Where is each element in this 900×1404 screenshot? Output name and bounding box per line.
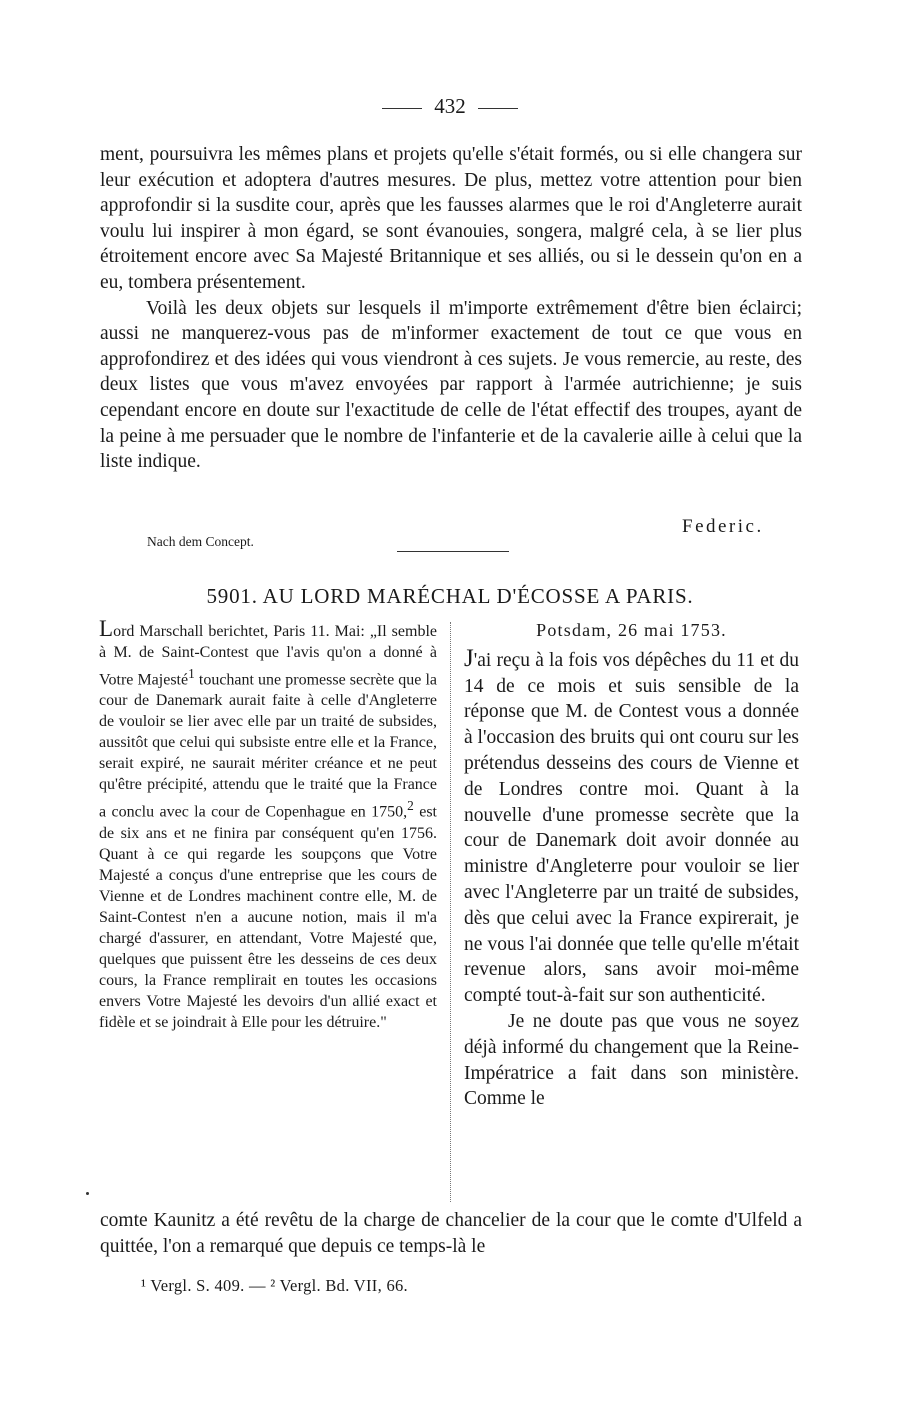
summary-column xyxy=(99,618,437,1033)
letter-text: 'ai reçu à la fois vos dépêches du 11 et du 14 de ce mois et suis sensible de la réponse que M. de Contest vous a donnée à l'occasion des bruits qui ont couru sur les prétendus desseins des cours de Vienne et de Londres contre moi. Quant à la nouvelle d'une promesse secrète que la cour de Danemark doit avoir donnée au ministre d'Angleterre pour vouloir se lier avec l'Angleterre par un traité de subsides, dès que celui avec la France expirerait, je ne vous l'ai donnée que telle qu'elle m'était revenue alors, sans avoir moi-même compté tout-à-fait sur son authenticité. xyxy=(464,649,799,1007)
header-rule-left xyxy=(382,108,422,109)
dropcap: L xyxy=(99,616,114,641)
footnote-ref: 2 xyxy=(407,798,414,814)
source-note: Nach dem Concept. xyxy=(147,534,254,549)
document-heading: 5901. AU LORD MARÉCHAL D'ÉCOSSE A PARIS. xyxy=(206,584,694,608)
column-divider xyxy=(450,622,451,1202)
paragraph: Je ne doute pas que vous ne soyez déjà informé du changement que la Reine-Impératrice a fait dans son ministère. Comme le xyxy=(464,1010,799,1110)
footnotes: ¹ Vergl. S. 409. — ² Vergl. Bd. VII, 66. xyxy=(141,1276,408,1295)
paragraph: comte Kaunitz a été revêtu de la charge de chancelier de la cour que le comte d'Ulfeld a quittée, l'on a remarqué que depuis ce temps-là le xyxy=(100,1210,802,1257)
footnote-ref: 1 xyxy=(188,666,195,681)
paragraph: Voilà les deux objets sur lesquels il m'importe extrêmement d'être bien éclairci; aussi ne manquerez-vous pas de m'informer exactement de tout ce que vous en approfondirez et des idées qui vous viendront à ces sujets. Je vous remercie, au reste, des deux listes que vous m'avez envoyées par rapport à l'armée autrichienne; je suis cependant encore en doute sur l'exactitude de celle de l'état effectif des troupes, ayant de la peine à me persuader que le nombre de l'infanterie et de la cavalerie aille à celui que la liste indique. xyxy=(100,297,802,473)
section-divider xyxy=(397,551,509,552)
letter-continuation-bottom xyxy=(100,1208,802,1259)
ink-dot xyxy=(86,1192,89,1195)
dropcap: J xyxy=(464,644,474,672)
letter-column xyxy=(464,618,799,1112)
summary-text: ord Marschall berichtet, Paris 11. Mai: „Il semble à M. de Saint-Contest que l'avis qu'on a donné à Votre Majesté xyxy=(99,623,437,689)
paragraph: ment, poursuivra les mêmes plans et projets qu'elle s'était formés, ou si elle changera sur leur exécution et adoptera d'autres mesures. De plus, mettez votre attention pour bien approfondir si la susdite cour, après que les fausses alarmes que le roi d'Angleterre aurait voulu lui inspirer à mon égard, se sont évanouies, songera, malgré cela, à se lier plus étroitement encore avec Sa Majesté Britannique et ses alliés, ou si le dessein qu'on en a eu, tombera présentement. xyxy=(100,144,802,293)
summary-text: touchant une promesse secrète que la cour de Danemark aurait faite à celle d'Angleterre de vouloir se lier avec elle par un traité de subsides, aussitôt que celui qui subsiste entre elle et la France, serait expiré, ne saurait mériter créance et ne peut qu'être précipité, attendu que le traité que la France a conclu avec la cour de Copenhague en 1750, xyxy=(99,671,437,821)
page-header xyxy=(0,94,900,119)
signature: Federic. xyxy=(682,516,764,537)
paragraph xyxy=(464,646,799,1009)
letter-continuation xyxy=(100,142,802,475)
dateline: Potsdam, 26 mai 1753. xyxy=(536,620,727,640)
summary-text: est de six ans et ne finira par conséquent qu'en 1756. Quant à ce qui regarde les soupçons que Votre Majesté a conçus d'une entreprise que les cours de Vienne et de Londres machinent contre elle, M. de Saint-Contest n'en a aucune notion, mais il m'a chargé d'assurer, en attendant, Votre Majesté que, quelques que puissent être les desseins de ces deux cours, la France remplirait en toutes les occasions envers Votre Majesté les devoirs d'un allié exact et fidèle et se joindrait à Elle pour les détruire." xyxy=(99,803,437,1031)
page-number: 432 xyxy=(434,94,466,118)
header-rule-right xyxy=(478,108,518,109)
